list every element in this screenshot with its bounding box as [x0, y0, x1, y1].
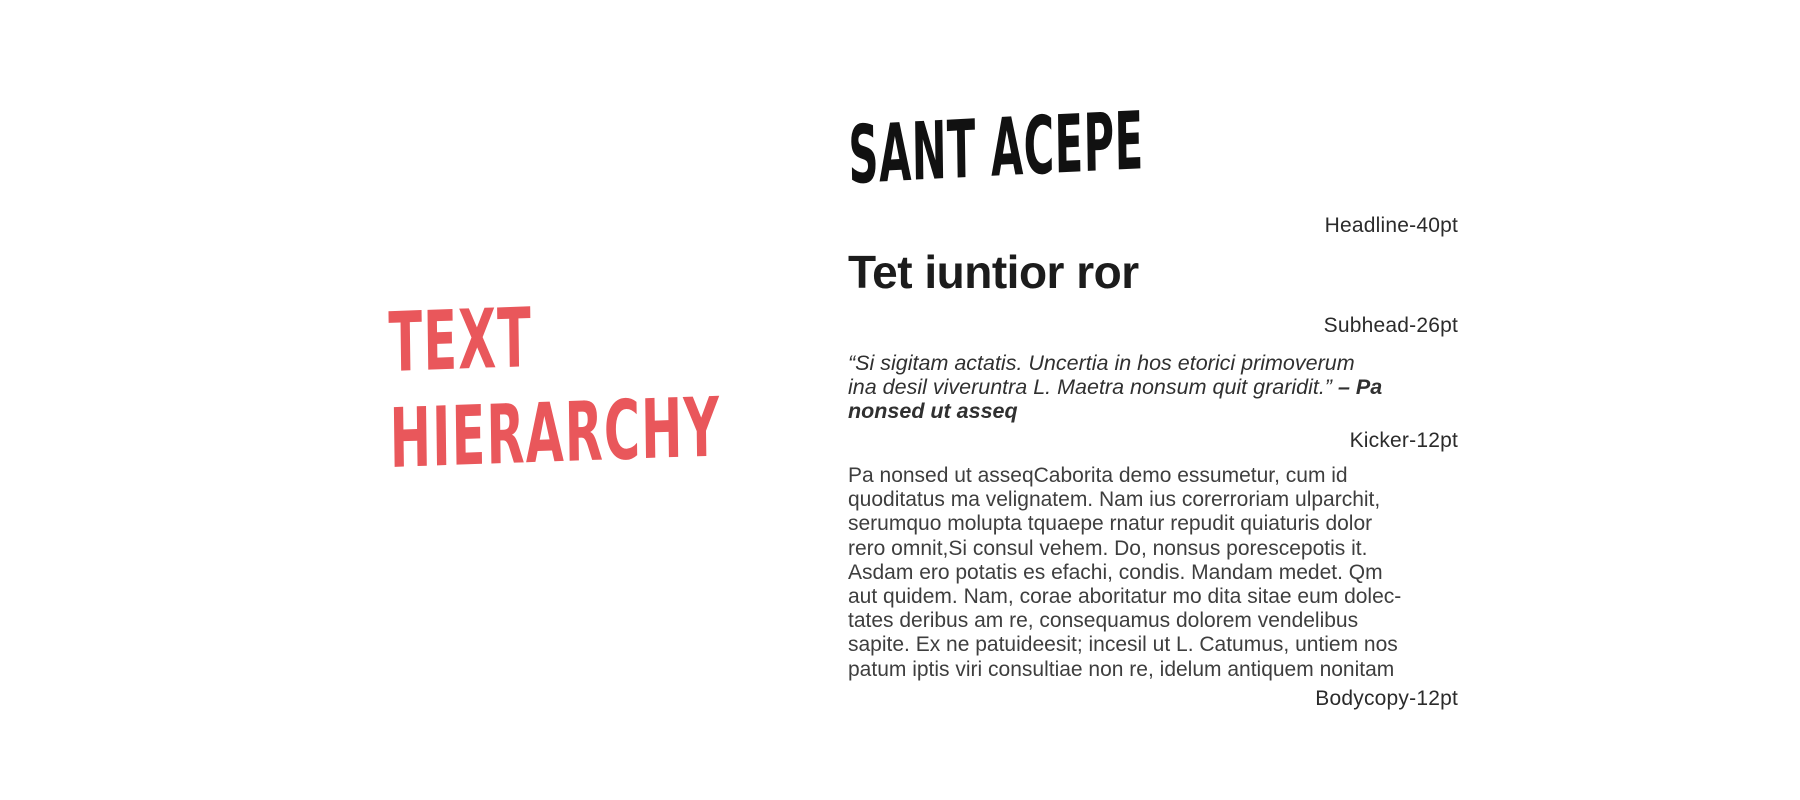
- bodycopy-line: patum iptis viri consultiae non re, idelum antiquem nonitam: [848, 657, 1395, 681]
- bodycopy-line: Asdam ero potatis es efachi, condis. Mandam medet. Qm: [848, 560, 1383, 584]
- headline-text: SANT ACEPE: [847, 94, 1145, 202]
- subhead-size-label: Subhead-26pt: [1323, 314, 1458, 337]
- bodycopy-line: quoditatus ma velignatem. Nam ius corerroriam ulparchit,: [848, 488, 1381, 512]
- poster-title-line2: HIERARCHY: [389, 380, 721, 487]
- bodycopy-size-label: Bodycopy-12pt: [1315, 687, 1458, 710]
- kicker-line-regular: “Si sigitam actatis. Uncertia in hos etorici primoverum: [848, 351, 1355, 375]
- kicker-line: [848, 351, 1458, 375]
- bodycopy-line: serumquo molupta tquaepe rnatur repudit quiaturis dolor: [848, 512, 1373, 536]
- bodycopy-line: sapite. Ex ne patuideesit; incesil ut L. Catumus, untiem nos: [848, 633, 1398, 657]
- headline-size-label: Headline-40pt: [1324, 214, 1458, 237]
- kicker-size-label: Kicker-12pt: [1349, 429, 1458, 452]
- bodycopy-line: Pa nonsed ut asseqCaborita demo essumetur, cum id: [848, 464, 1348, 487]
- bodycopy-line: rero omnit,Si consul vehem. Do, nonsus porescepotis it.: [848, 536, 1368, 560]
- kicker-line: [848, 375, 1458, 399]
- kicker-line-bold: nonsed ut asseq: [848, 399, 1018, 423]
- kicker-line: [848, 399, 1458, 423]
- bodycopy-text: [848, 464, 1458, 682]
- subhead-text: Tet iuntior ror: [848, 246, 1139, 298]
- poster-title-line1: TEXT: [388, 290, 533, 391]
- kicker-line-bold: – Pa: [1337, 375, 1383, 399]
- kicker-line-regular: ina desil viveruntra L. Maetra nonsum quit graridit.”: [848, 375, 1338, 399]
- poster-title: [388, 284, 721, 487]
- kicker-text: [848, 351, 1458, 423]
- bodycopy-line: aut quidem. Nam, corae aboritatur mo dita sitae eum dolec-: [848, 585, 1402, 609]
- bodycopy-line: tates deribus am re, consequamus dolorem vendelibus: [848, 609, 1359, 633]
